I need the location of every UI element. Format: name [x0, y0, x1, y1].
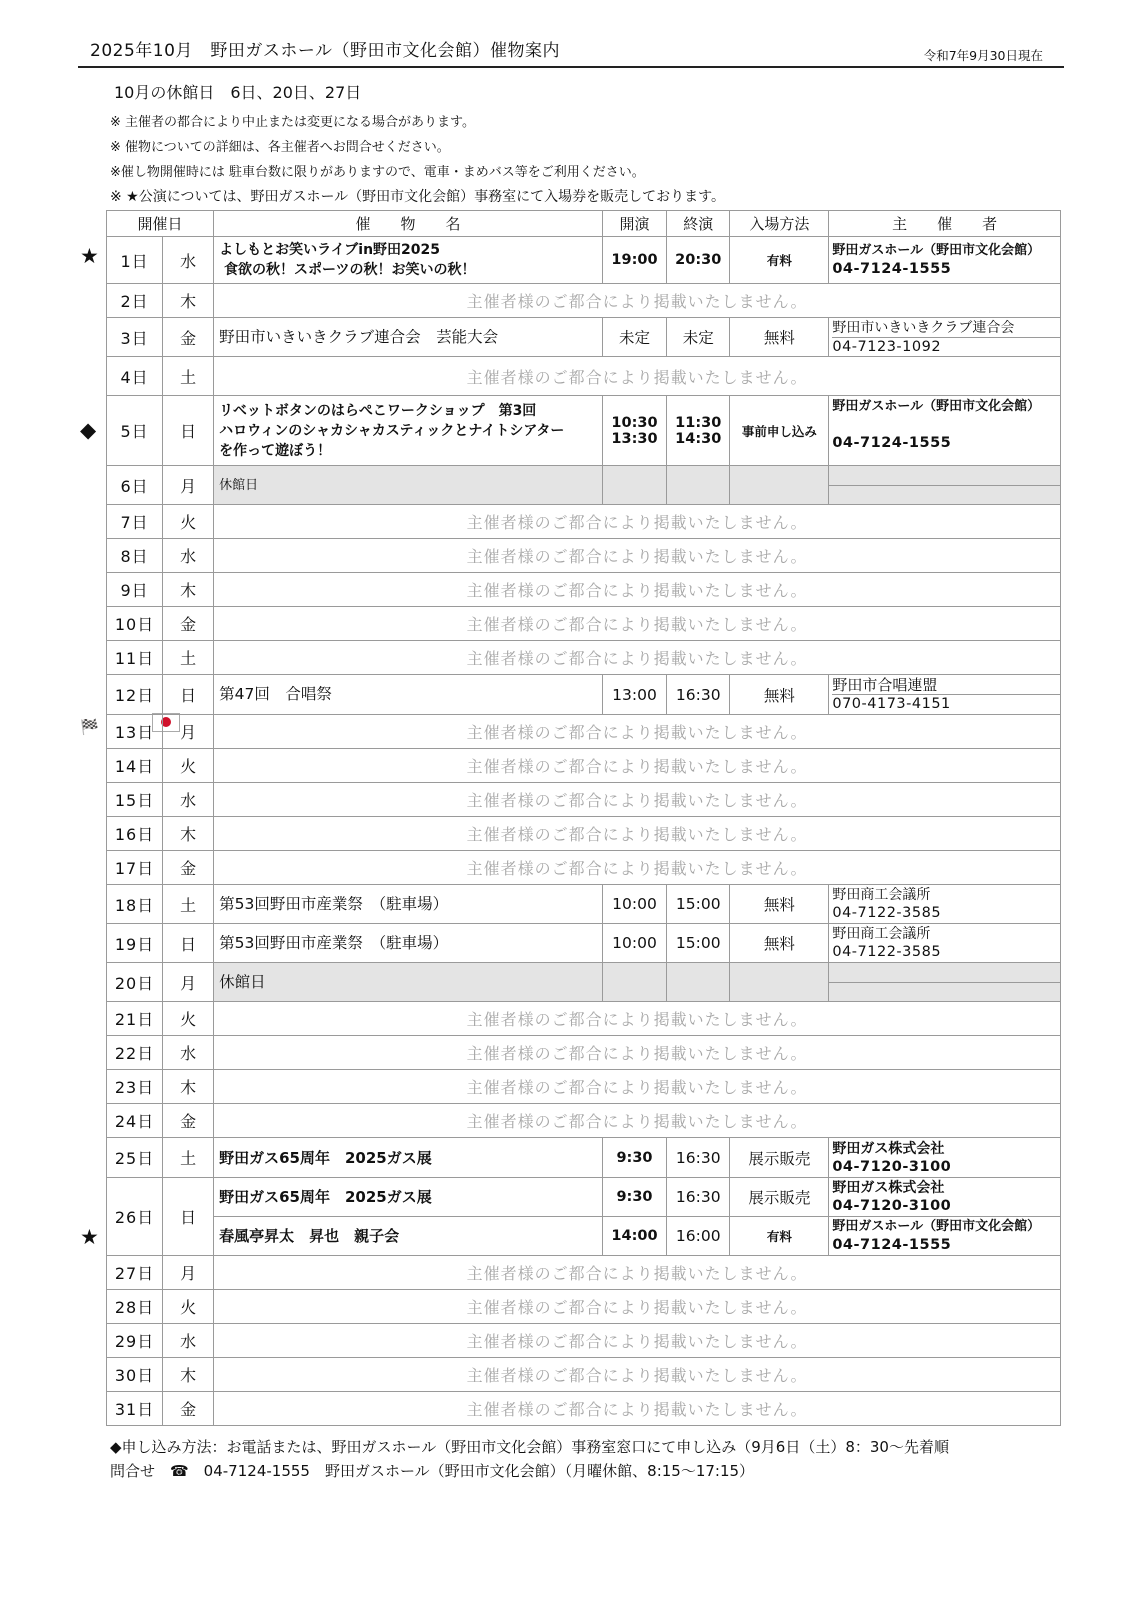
table-row — [107, 1392, 1061, 1426]
weekday: 金 — [163, 318, 214, 357]
day: 31日 — [107, 1392, 163, 1426]
close-time — [667, 466, 730, 505]
diamond-mark-day5: ◆ — [80, 418, 97, 442]
day: 5日 — [107, 396, 163, 466]
admission — [730, 963, 829, 1002]
day: 26日 — [107, 1178, 163, 1256]
admission: 無料 — [730, 885, 829, 924]
table-row — [107, 318, 1061, 357]
day: 1日 — [107, 237, 163, 284]
open-time: 14:00 — [602, 1217, 666, 1256]
header-open: 開演 — [602, 211, 666, 237]
table-row — [107, 924, 1061, 963]
close-time: 16:30 — [667, 1178, 730, 1217]
table-row — [107, 396, 1061, 466]
note-4: ※ ★公演については、野田ガスホール（野田市文化会館）事務室にて入場券を販売しております。 — [110, 189, 726, 205]
table-row — [107, 851, 1061, 885]
admission: 無料 — [730, 675, 829, 715]
weekday: 木 — [163, 1358, 214, 1392]
weekday: 月 — [163, 466, 214, 505]
unlisted-notice: 主催者様のご都合により掲載いたしません。 — [214, 573, 1061, 607]
unlisted-notice: 主催者様のご都合により掲載いたしません。 — [214, 607, 1061, 641]
unlisted-notice: 主催者様のご都合により掲載いたしません。 — [214, 749, 1061, 783]
table-row — [107, 1324, 1061, 1358]
weekday: 火 — [163, 1290, 214, 1324]
event-name: 第53回野田市産業祭 （駐車場） — [214, 885, 603, 924]
weekday: 月 — [163, 1256, 214, 1290]
open-time: 10:30 13:30 — [602, 396, 666, 466]
weekday: 水 — [163, 1036, 214, 1070]
day: 3日 — [107, 318, 163, 357]
note-3: ※催し物開催時には 駐車台数に限りがありますので、電車・まめバス等をご利用ください。 — [110, 165, 645, 180]
table-header-row — [107, 211, 1061, 237]
weekday: 日 — [163, 675, 214, 715]
weekday: 日 — [163, 396, 214, 466]
table-row — [107, 885, 1061, 924]
admission: 無料 — [730, 318, 829, 357]
event-name: 第47回 合唱祭 — [214, 675, 603, 715]
organizer: 野田市合唱連盟 070-4173-4151 — [829, 675, 1061, 715]
day: 8日 — [107, 539, 163, 573]
checkered-flags-icon: 🏁 — [80, 718, 99, 736]
event-name: 野田市いきいきクラブ連合会 芸能大会 — [214, 318, 603, 357]
admission: 有料 — [730, 237, 829, 284]
unlisted-notice: 主催者様のご都合により掲載いたしません。 — [214, 1392, 1061, 1426]
admission: 無料 — [730, 924, 829, 963]
weekday: 火 — [163, 505, 214, 539]
table-row — [107, 1104, 1061, 1138]
weekday: 木 — [163, 573, 214, 607]
unlisted-notice: 主催者様のご都合により掲載いたしません。 — [214, 1256, 1061, 1290]
contact-info: 問合せ ☎ 04-7124-1555 野田ガスホール（野田市文化会館）（月曜休館、8:15～17:15） — [110, 1462, 755, 1480]
day: 14日 — [107, 749, 163, 783]
weekday: 日 — [163, 1178, 214, 1256]
weekday: 金 — [163, 1104, 214, 1138]
table-row — [107, 1358, 1061, 1392]
day: 16日 — [107, 817, 163, 851]
header-date: 開催日 — [107, 211, 214, 237]
day: 15日 — [107, 783, 163, 817]
weekday: 火 — [163, 1002, 214, 1036]
unlisted-notice: 主催者様のご都合により掲載いたしません。 — [214, 817, 1061, 851]
open-time: 9:30 — [602, 1178, 666, 1217]
unlisted-notice: 主催者様のご都合により掲載いたしません。 — [214, 715, 1061, 749]
unlisted-notice: 主催者様のご都合により掲載いたしません。 — [214, 539, 1061, 573]
day: 24日 — [107, 1104, 163, 1138]
event-schedule-table — [106, 210, 1061, 1426]
table-row — [107, 237, 1061, 284]
day: 13日 — [107, 715, 163, 749]
table-row — [107, 1290, 1061, 1324]
unlisted-notice: 主催者様のご都合により掲載いたしません。 — [214, 783, 1061, 817]
weekday: 水 — [163, 539, 214, 573]
event-name: 第53回野田市産業祭 （駐車場） — [214, 924, 603, 963]
table-row — [107, 783, 1061, 817]
admission: 事前申し込み — [730, 396, 829, 466]
day: 11日 — [107, 641, 163, 675]
table-row — [107, 466, 1061, 505]
unlisted-notice: 主催者様のご都合により掲載いたしません。 — [214, 1104, 1061, 1138]
day: 17日 — [107, 851, 163, 885]
open-time: 10:00 — [602, 924, 666, 963]
day: 20日 — [107, 963, 163, 1002]
day: 25日 — [107, 1138, 163, 1178]
organizer: 野田ガス株式会社 04-7120-3100 — [829, 1138, 1061, 1178]
unlisted-notice: 主催者様のご都合により掲載いたしません。 — [214, 1290, 1061, 1324]
table-row — [107, 1036, 1061, 1070]
open-time — [602, 466, 666, 505]
weekday: 木 — [163, 1070, 214, 1104]
weekday: 火 — [163, 749, 214, 783]
organizer: 野田ガス株式会社 04-7120-3100 — [829, 1178, 1061, 1217]
table-row — [107, 284, 1061, 318]
weekday: 土 — [163, 885, 214, 924]
table-row — [107, 963, 1061, 1002]
day: 27日 — [107, 1256, 163, 1290]
close-time: 15:00 — [667, 924, 730, 963]
day: 23日 — [107, 1070, 163, 1104]
star-mark-day1: ★ — [80, 244, 99, 268]
close-time: 20:30 — [667, 237, 730, 284]
open-time: 10:00 — [602, 885, 666, 924]
unlisted-notice: 主催者様のご都合により掲載いたしません。 — [214, 357, 1061, 396]
close-time: 16:30 — [667, 675, 730, 715]
weekday: 月 — [163, 715, 214, 749]
note-2: ※ 催物についての詳細は、各主催者へお問合せください。 — [110, 140, 450, 155]
admission: 展示販売 — [730, 1178, 829, 1217]
day: 10日 — [107, 607, 163, 641]
close-time: 15:00 — [667, 885, 730, 924]
as-of-date: 令和7年9月30日現在 — [923, 48, 1043, 63]
organizer: 野田市いきいきクラブ連合会 04-7123-1092 — [829, 318, 1061, 357]
event-name: 野田ガス65周年 2025ガス展 — [214, 1178, 603, 1217]
unlisted-notice: 主催者様のご都合により掲載いたしません。 — [214, 505, 1061, 539]
weekday: 金 — [163, 1392, 214, 1426]
table-row — [107, 1256, 1061, 1290]
event-name: 休館日 — [214, 963, 603, 1002]
table-row — [107, 1002, 1061, 1036]
table-row — [107, 817, 1061, 851]
header-close: 終演 — [667, 211, 730, 237]
organizer: 野田商工会議所 04-7122-3585 — [829, 924, 1061, 963]
weekday: 日 — [163, 924, 214, 963]
header-divider — [78, 66, 1064, 68]
day: 21日 — [107, 1002, 163, 1036]
open-time — [602, 963, 666, 1002]
weekday: 金 — [163, 607, 214, 641]
event-name: 休館日 — [214, 466, 603, 505]
close-time: 16:30 — [667, 1138, 730, 1178]
weekday: 木 — [163, 817, 214, 851]
weekday: 土 — [163, 357, 214, 396]
table-row — [107, 505, 1061, 539]
close-time — [667, 963, 730, 1002]
unlisted-notice: 主催者様のご都合により掲載いたしません。 — [214, 1002, 1061, 1036]
day: 9日 — [107, 573, 163, 607]
unlisted-notice: 主催者様のご都合により掲載いたしません。 — [214, 851, 1061, 885]
day: 29日 — [107, 1324, 163, 1358]
day: 28日 — [107, 1290, 163, 1324]
admission: 展示販売 — [730, 1138, 829, 1178]
page-title: 2025年10月 野田ガスホール（野田市文化会館）催物案内 — [90, 41, 561, 61]
table-row — [107, 749, 1061, 783]
organizer — [829, 963, 1061, 1002]
admission: 有料 — [730, 1217, 829, 1256]
weekday: 土 — [163, 1138, 214, 1178]
table-row — [107, 1217, 1061, 1256]
unlisted-notice: 主催者様のご都合により掲載いたしません。 — [214, 284, 1061, 318]
event-name: 春風亭昇太 昇也 親子会 — [214, 1217, 603, 1256]
application-method: ◆申し込み方法：お電話または、野田ガスホール（野田市文化会館）事務室窓口にて申し込み（9月6日（土）8：30～先着順 — [110, 1438, 949, 1456]
open-time: 13:00 — [602, 675, 666, 715]
table-row — [107, 1070, 1061, 1104]
header-organizer: 主 催 者 — [829, 211, 1061, 237]
note-1: ※ 主催者の都合により中止または変更になる場合があります。 — [110, 115, 475, 130]
unlisted-notice: 主催者様のご都合により掲載いたしません。 — [214, 1036, 1061, 1070]
unlisted-notice: 主催者様のご都合により掲載いたしません。 — [214, 1324, 1061, 1358]
weekday: 土 — [163, 641, 214, 675]
table-row — [107, 539, 1061, 573]
day: 2日 — [107, 284, 163, 318]
day: 12日 — [107, 675, 163, 715]
weekday: 水 — [163, 783, 214, 817]
event-name: 野田ガス65周年 2025ガス展 — [214, 1138, 603, 1178]
close-time: 未定 — [667, 318, 730, 357]
open-time: 未定 — [602, 318, 666, 357]
close-time: 11:30 14:30 — [667, 396, 730, 466]
organizer: 野田商工会議所 04-7122-3585 — [829, 885, 1061, 924]
table-row — [107, 675, 1061, 715]
weekday: 水 — [163, 237, 214, 284]
open-time: 19:00 — [602, 237, 666, 284]
day: 4日 — [107, 357, 163, 396]
organizer — [829, 466, 1061, 505]
event-name: よしもとお笑いライブin野田2025 食欲の秋！スポーツの秋！お笑いの秋！ — [214, 237, 603, 284]
table-row — [107, 607, 1061, 641]
table-row — [107, 357, 1061, 396]
table-row — [107, 641, 1061, 675]
table-row — [107, 573, 1061, 607]
close-time: 16:00 — [667, 1217, 730, 1256]
unlisted-notice: 主催者様のご都合により掲載いたしません。 — [214, 1358, 1061, 1392]
day: 7日 — [107, 505, 163, 539]
day: 22日 — [107, 1036, 163, 1070]
header-event: 催 物 名 — [214, 211, 603, 237]
open-time: 9:30 — [602, 1138, 666, 1178]
table-row — [107, 715, 1061, 749]
day: 19日 — [107, 924, 163, 963]
weekday: 金 — [163, 851, 214, 885]
unlisted-notice: 主催者様のご都合により掲載いたしません。 — [214, 1070, 1061, 1104]
day: 6日 — [107, 466, 163, 505]
day: 18日 — [107, 885, 163, 924]
table-row — [107, 1178, 1061, 1217]
weekday: 木 — [163, 284, 214, 318]
event-name: リベットボタンのはらぺこワークショップ 第3回 ハロウィンのシャカシャカスティックとナイトシアター を作って遊ぼう！ — [214, 396, 603, 466]
weekday: 月 — [163, 963, 214, 1002]
admission — [730, 466, 829, 505]
organizer: 野田ガスホール（野田市文化会館） 04-7124-1555 — [829, 1217, 1061, 1256]
unlisted-notice: 主催者様のご都合により掲載いたしません。 — [214, 641, 1061, 675]
weekday: 水 — [163, 1324, 214, 1358]
star-mark-day26: ★ — [80, 1225, 99, 1249]
organizer: 野田ガスホール（野田市文化会館） 04-7124-1555 — [829, 396, 1061, 466]
day: 30日 — [107, 1358, 163, 1392]
organizer: 野田ガスホール（野田市文化会館） 04-7124-1555 — [829, 237, 1061, 284]
header-admission: 入場方法 — [730, 211, 829, 237]
table-row — [107, 1138, 1061, 1178]
closed-days: 10月の休館日 6日、20日、27日 — [114, 83, 362, 102]
